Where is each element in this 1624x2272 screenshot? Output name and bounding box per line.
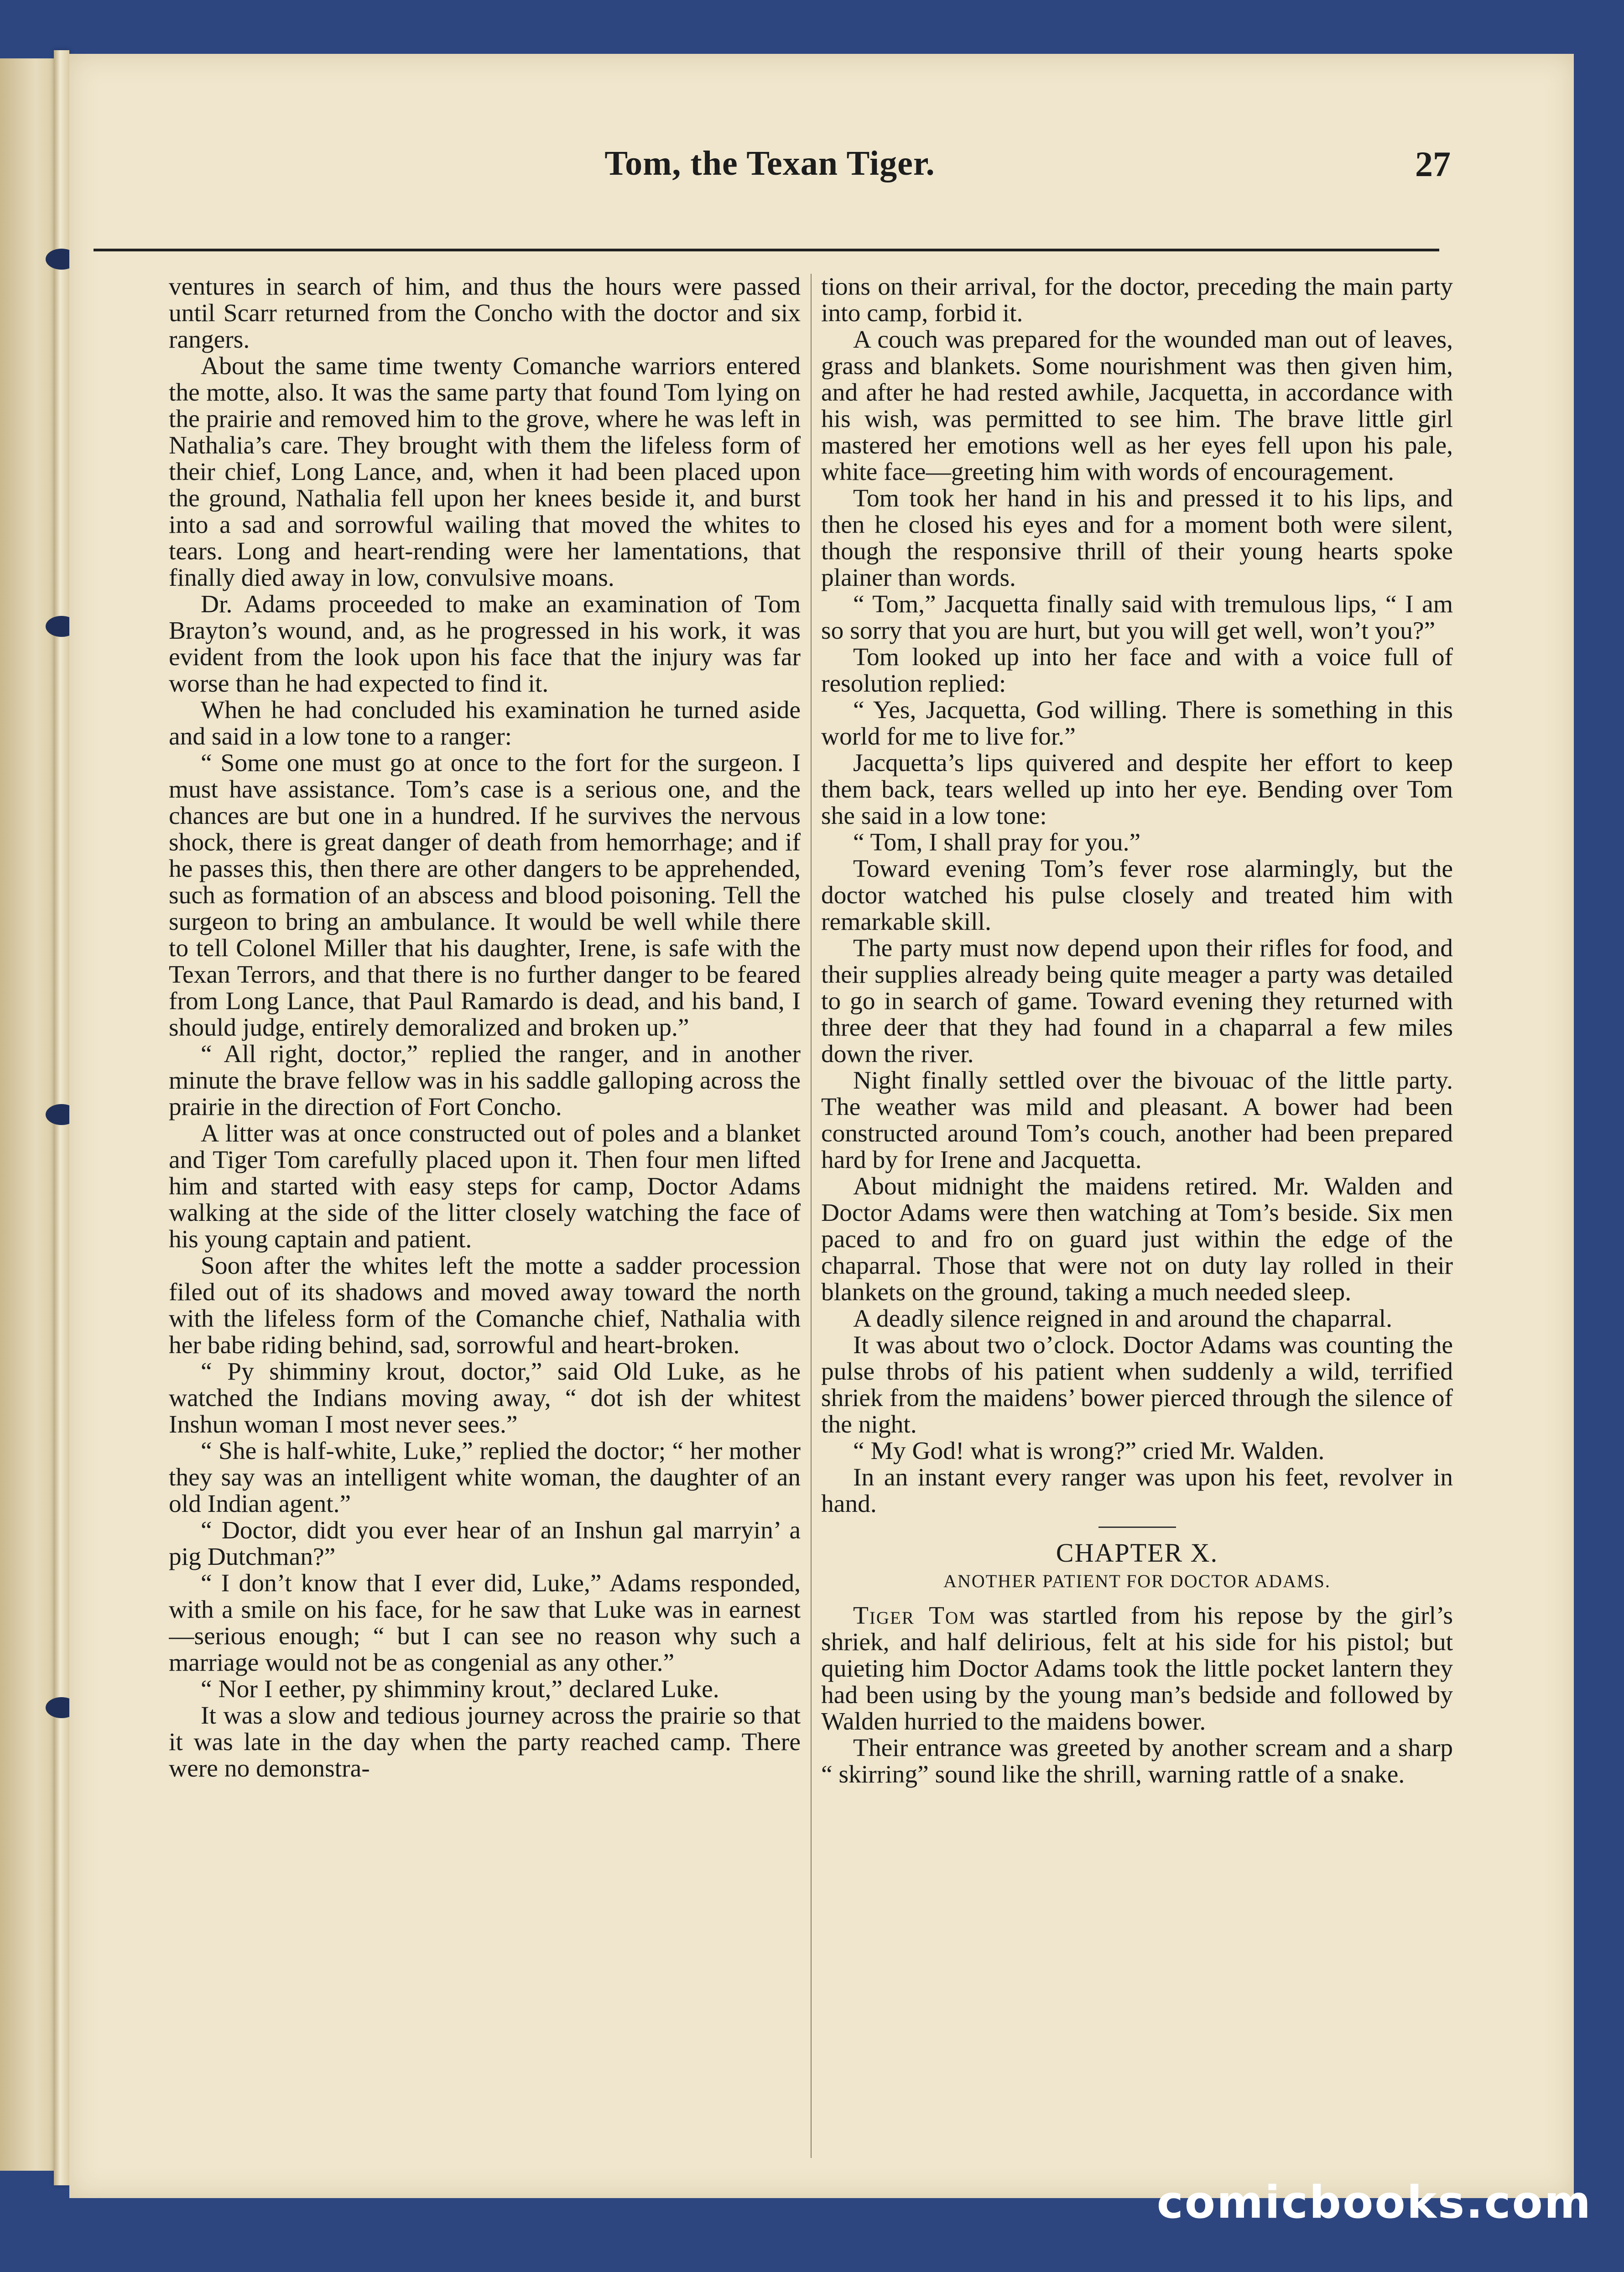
paragraph: ventures in search of him, and thus the hours were passed until Scarr returned from the Concho with the doctor and six rangers. — [169, 274, 801, 354]
paragraph: “ Some one must go at once to the fort for the surgeon. I must have assistance. Tom’s case is a serious one, and the chances are but one in a hundred. If he survives the nervous shock, there is great danger of death from hemorrhage; and if he passes this, then there are other dangers to be apprehended, such as formation of an abscess and blood poisoning. Tell the surgeon to bring an ambulance. It would be well while there to tell Colonel Miller that his daughter, Irene, is safe with the Texan Terrors, and that there is no further danger to be feared from Long Lance, that Paul Ramardo is dead, and his band, I should judge, entirely demoralized and broken up.” — [169, 749, 801, 1042]
chapter-lead-words: Tiger Tom — [853, 1602, 976, 1630]
paragraph: Soon after the whites left the motte a sadder procession filed out of its shadows and moved away toward the north with the lifeless form of the Comanche chief, Nathalia with her babe riding behind, sad, sorrowful and heart-broken. — [169, 1252, 801, 1359]
page-number: 27 — [1415, 144, 1451, 184]
paragraph: Toward evening Tom’s fever rose alarmingly, but the doctor watched his pulse closely and treated him with remarkable skill. — [821, 855, 1453, 936]
text-column-left — [169, 274, 801, 2158]
paragraph: “ Nor I eether, py shimminy krout,” declared Luke. — [201, 1675, 719, 1703]
chapter-rule — [1098, 1527, 1176, 1528]
paragraph: “ Tom,” Jacquetta finally said with tremulous lips, “ I am so sorry that you are hurt, but you will get well, won’t you?” — [821, 590, 1453, 645]
right-paragraphs-before-chapter — [821, 274, 1453, 1517]
paragraph: It was a slow and tedious journey across the prairie so that it was late in the day when the party reached camp. There were no demonstra- — [169, 1702, 801, 1782]
paragraph: Night finally settled over the bivouac of the little party. The weather was mild and pleasant. A bower had been constructed around Tom’s couch, another had been prepared hard by for Irene and Jacquetta. — [821, 1067, 1453, 1174]
header-rule — [94, 249, 1439, 251]
paragraph: Dr. Adams proceeded to make an examination of Tom Brayton’s wound, and, as he progressed in his work, it was evident from the look upon his face that the injury was far worse than he had expected to find it. — [169, 590, 801, 698]
paragraph: “ Tom, I shall pray for you.” — [853, 829, 1141, 856]
column-divider — [811, 274, 812, 2158]
paragraph: In an instant every ranger was upon his feet, revolver in hand. — [821, 1464, 1453, 1518]
paragraph: About the same time twenty Comanche warriors entered the motte, also. It was the same party that found Tom lying on the prairie and removed him to the grove, where he was left in Nathalia’s care. They brought with them the lifeless form of their chief, Long Lance, and, when it had been placed upon the ground, Nathalia fell upon her knees beside it, and burst into a sad and sorrowful wailing that moved the whites to tears. Long and heart-rending were her lamentations, that finally died away in low, convulsive moans. — [169, 352, 801, 592]
paragraph: A litter was at once constructed out of poles and a blanket and Tiger Tom carefully placed upon it. Then four men lifted him and started with easy steps for camp, Doctor Adams walking at the side of the litter closely watching the face of his young captain and patient. — [169, 1120, 801, 1253]
paragraph: “ Yes, Jacquetta, God willing. There is something in this world for me to live for.” — [821, 696, 1453, 750]
paragraph: It was about two o’clock. Doctor Adams was counting the pulse throbs of his patient when suddenly a wild, terrified shriek from the maidens’ bower pierced through the silence of the night. — [821, 1331, 1453, 1438]
paragraph: The party must now depend upon their rifles for food, and their supplies already being quite meager a party was detailed to go in search of game. Toward evening they returned with three deer that they had found in a chaparral a few miles down the river. — [821, 934, 1453, 1068]
chapter-heading: CHAPTER X. — [1056, 1538, 1218, 1568]
paragraph: About midnight the maidens retired. Mr. Walden and Doctor Adams were then watching at Tom’s beside. Six men paced to and fro on guard just within the edge of the chaparral. Those that were not on duty lay rolled in their blankets on the ground, taking a much needed sleep. — [821, 1172, 1453, 1306]
running-header — [94, 144, 1451, 198]
paragraph: “ I don’t know that I ever did, Luke,” Adams responded, with a smile on his face, for he saw that Luke was in earnest—serious enough; “ but I can see no reason why such a marriage would not be as congenial as any other.” — [169, 1569, 801, 1677]
paragraph: Tom took her hand in his and pressed it to his lips, and then he closed his eyes and for a moment both were silent, though the responsive thrill of their young hearts spoke plainer than words. — [821, 485, 1453, 592]
paragraph: “ She is half-white, Luke,” replied the doctor; “ her mother they say was an intelligent white woman, the daughter of an old Indian agent.” — [169, 1437, 801, 1518]
right-paragraphs-after-chapter — [821, 1735, 1453, 1788]
paragraph: Tom looked up into her face and with a voice full of resolution replied: — [821, 643, 1453, 698]
paragraph: “ My God! what is wrong?” cried Mr. Walden. — [853, 1437, 1325, 1465]
paragraph: A couch was prepared for the wounded man out of leaves, grass and blankets. Some nourishment was then given him, and after he had rested awhile, Jacquetta, in accordance with his wish, was permitted to see him. The brave little girl mastered her emotions well as her eyes fell upon his pale, white face—greeting him with words of encouragement. — [821, 326, 1453, 486]
paragraph: Their entrance was greeted by another scream and a sharp “ skirring” sound like the shrill, warning rattle of a snake. — [821, 1734, 1453, 1788]
chapter-subtitle: ANOTHER PATIENT FOR DOCTOR ADAMS. — [943, 1571, 1331, 1591]
paragraph: tions on their arrival, for the doctor, preceding the main party into camp, forbid it. — [821, 274, 1453, 327]
paragraph: “ All right, doctor,” replied the ranger, and in another minute the brave fellow was in his saddle galloping across the prairie in the direction of Fort Concho. — [169, 1040, 801, 1121]
paragraph: “ Py shimminy krout, doctor,” said Old Luke, as he watched the Indians moving away, “ dot ish der whitest Inshun woman I most never sees.” — [169, 1358, 801, 1438]
chapter-first-paragraph-text: was startled from his repose by the girl’s shriek, and half delirious, felt at his side for his pistol; but quieting him Doctor Adams took the little pocket lantern they had been using by the young man’s bedside and followed by Walden hurried to the maidens bower. — [821, 1602, 1453, 1735]
chapter-first-paragraph — [821, 1603, 1453, 1735]
watermark-logo: comicbooks.com — [1156, 2177, 1592, 2229]
paragraph: “ Doctor, didt you ever hear of an Inshun gal marryin’ a pig Dutchman?” — [169, 1516, 801, 1571]
paragraph: When he had concluded his examination he turned aside and said in a low tone to a ranger: — [169, 696, 801, 750]
paragraph: Jacquetta’s lips quivered and despite her effort to keep them back, tears welled up into her eye. Bending over Tom she said in a low tone: — [821, 749, 1453, 830]
paragraph: A deadly silence reigned in and around the chaparral. — [853, 1305, 1392, 1333]
page-title: Tom, the Texan Tiger. — [604, 144, 935, 182]
text-column-right — [821, 274, 1453, 2158]
